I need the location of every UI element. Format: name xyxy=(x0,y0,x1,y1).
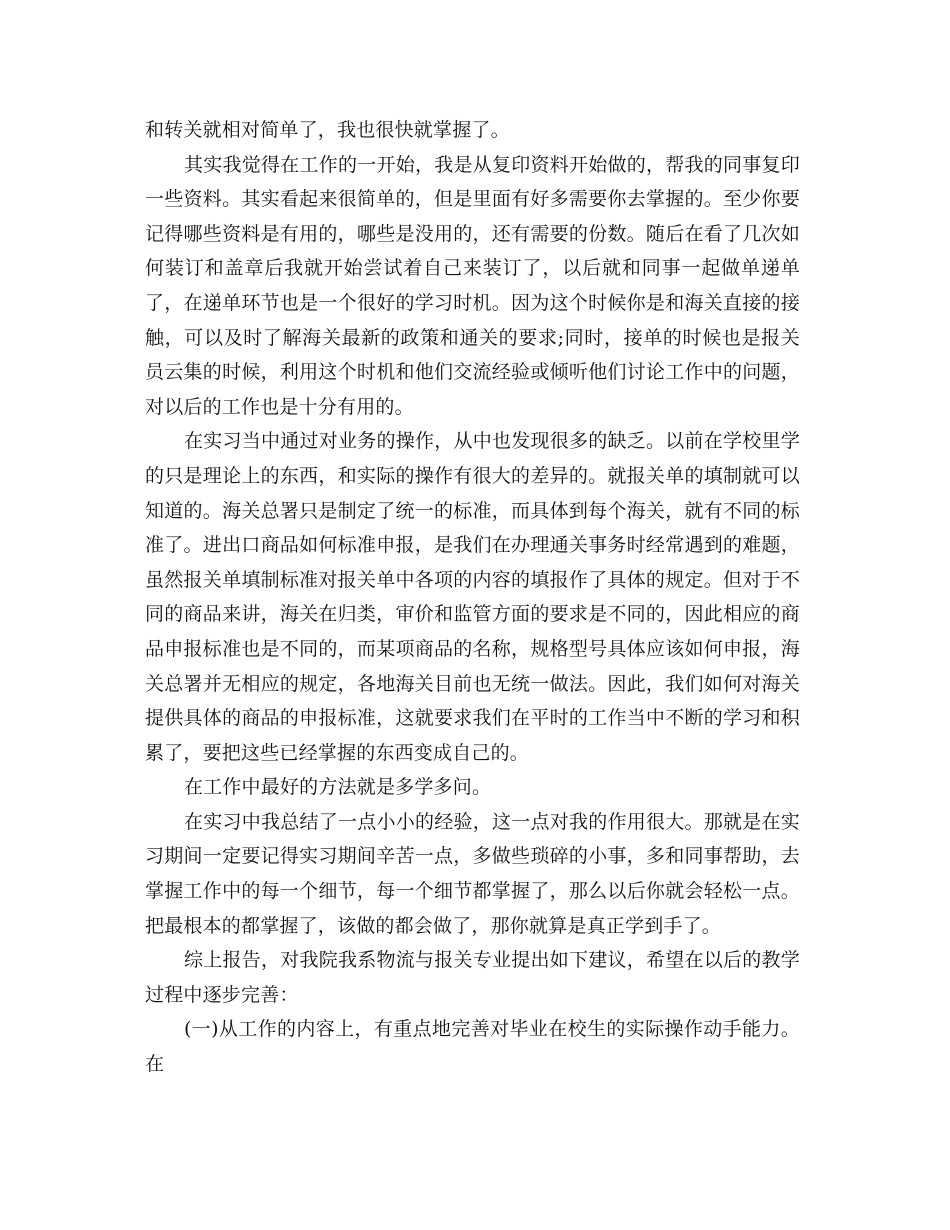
body-text xyxy=(145,113,800,1082)
paragraph-3: 在实习当中通过对业务的操作，从中也发现很多的缺乏。以前在学校里学的只是理论上的东西，和实际的操作有很大的差异的。就报关单的填制就可以知道的。海关总署只是制定了统一的标准，而具体到每个海关，就有不同的标准了。进出口商品如何标准申报，是我们在办理通关事务时经常遇到的难题，虽然报关单填制标准对报关单中各项的内容的填报作了具体的规定。但对于不同的商品来讲，海关在归类，审价和监管方面的要求是不同的，因此相应的商品申报标准也是不同的，而某项商品的名称，规格型号具体应该如何申报，海关总署并无相应的规定，各地海关目前也无统一做法。因此，我们如何对海关提供具体的商品的申报标准，这就要求我们在平时的工作当中不断的学习和积累了，要把这些已经掌握的东西变成自己的。 xyxy=(145,430,800,764)
paragraph-6: 综上报告，对我院我系物流与报关专业提出如下建议，希望在以后的教学过程中逐步完善： xyxy=(145,949,800,1006)
paragraph-2: 其实我觉得在工作的一开始，我是从复印资料开始做的，帮我的同事复印一些资料。其实看起来很简单的，但是里面有好多需要你去掌握的。至少你要记得哪些资料是有用的，哪些是没用的，还有需要的份数。随后在看了几次如何装订和盖章后我就开始尝试着自己来装订了，以后就和同事一起做单递单了，在递单环节也是一个很好的学习时机。因为这个时候你是和海关直接的接触，可以及时了解海关最新的政策和通关的要求;同时，接单的时候也是报关员云集的时候，利用这个时机和他们交流经验或倾听他们讨论工作中的问题，对以后的工作也是十分有用的。 xyxy=(145,153,800,418)
paragraph-5: 在实习中我总结了一点小小的经验，这一点对我的作用很大。那就是在实习期间一定要记得实习期间辛苦一点，多做些琐碎的小事，多和同事帮助，去掌握工作中的每一个细节，每一个细节都掌握了，那么以后你就会轻松一点。把最根本的都掌握了，该做的都会做了，那你就算是真正学到手了。 xyxy=(145,810,800,937)
paragraph-1: 和转关就相对简单了，我也很快就掌握了。 xyxy=(145,119,510,141)
paragraph-7: (一)从工作的内容上，有重点地完善对毕业在校生的实际操作动手能力。在 xyxy=(145,1018,800,1076)
paragraph-4: 在工作中最好的方法就是多学多问。 xyxy=(183,776,492,799)
